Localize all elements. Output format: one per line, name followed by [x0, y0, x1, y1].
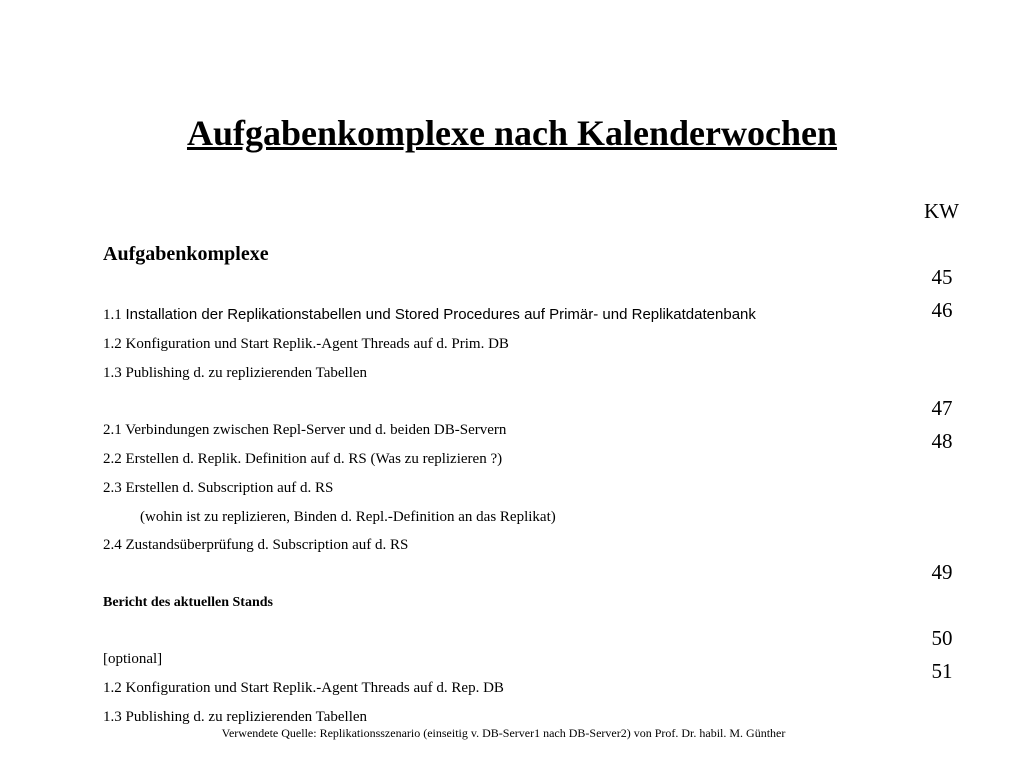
week-number: 47	[931, 396, 953, 420]
task-1-1	[103, 306, 756, 324]
week-number: 50	[931, 626, 953, 650]
kw-column-header: KW	[924, 199, 959, 223]
week-number: 48	[931, 429, 953, 453]
task-1-3: 1.3 Publishing d. zu replizierenden Tabellen	[103, 365, 368, 381]
source-citation: Verwendete Quelle: Replikationsszenario (einseitig v. DB-Server1 nach DB-Server2) von Prof. Dr. habil. M. Günther	[221, 726, 786, 740]
week-number: 51	[931, 659, 953, 683]
task-1-2: 1.2 Konfiguration und Start Replik.-Agent Threads auf d. Prim. DB	[103, 336, 509, 352]
optional-task-1-3: 1.3 Publishing d. zu replizierenden Tabellen	[103, 709, 368, 725]
week-number: 45	[931, 265, 953, 289]
task-2-1: 2.1 Verbindungen zwischen Repl-Server und d. beiden DB-Servern	[103, 422, 507, 438]
task-2-3-detail: (wohin ist zu replizieren, Binden d. Repl.-Definition an das Replikat)	[140, 509, 556, 525]
section-heading: Aufgabenkomplexe	[103, 243, 269, 265]
task-2-3: 2.3 Erstellen d. Subscription auf d. RS	[103, 480, 334, 496]
task-2-2: 2.2 Erstellen d. Replik. Definition auf d. RS (Was zu replizieren ?)	[103, 451, 503, 467]
optional-label: [optional]	[103, 651, 163, 667]
task-1-1-number: 1.1	[103, 307, 122, 323]
week-number: 49	[931, 560, 953, 584]
task-2-4: 2.4 Zustandsüberprüfung d. Subscription auf d. RS	[103, 537, 409, 553]
week-number: 46	[931, 298, 953, 322]
task-1-1-text: Installation der Replikationstabellen und Stored Procedures auf Primär- und Replikatdatenbank	[125, 306, 756, 323]
report-heading: Bericht des aktuellen Stands	[103, 595, 273, 610]
optional-task-1-2: 1.2 Konfiguration und Start Replik.-Agent Threads auf d. Rep. DB	[103, 680, 504, 696]
page-title: Aufgabenkomplexe nach Kalenderwochen	[186, 113, 838, 153]
